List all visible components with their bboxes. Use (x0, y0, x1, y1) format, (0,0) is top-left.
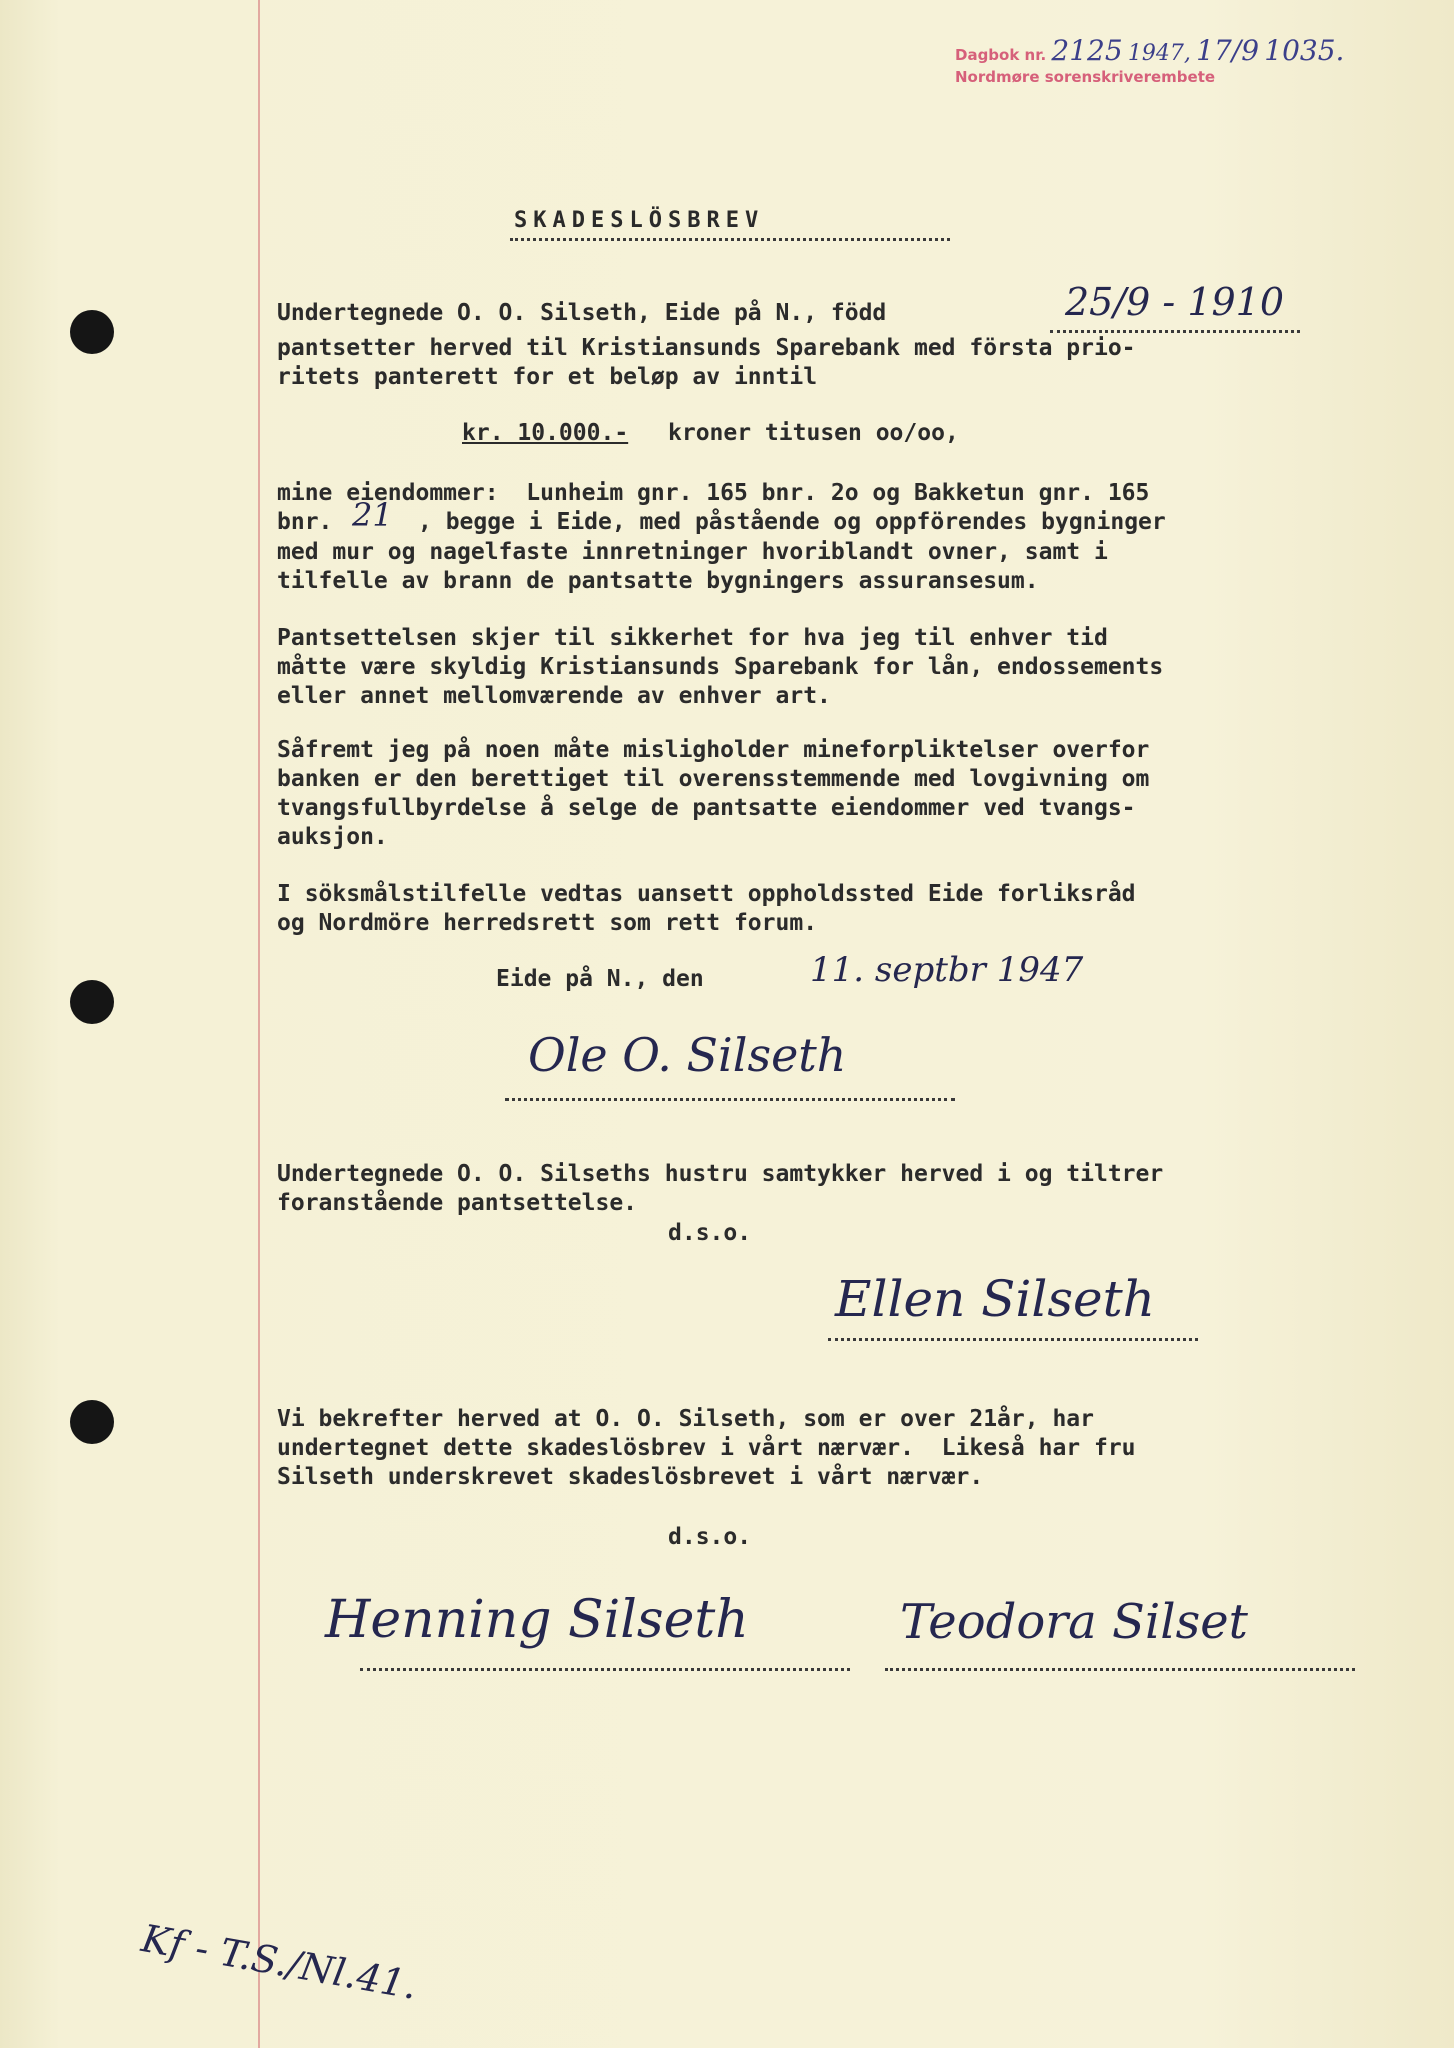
property-bnr-label: bnr. (277, 509, 333, 535)
stamp-office: Nordmøre sorenskriverembete (955, 68, 1216, 86)
dso-1: d.s.o. (668, 1220, 752, 1246)
wife-signature: Ellen Silseth (835, 1270, 1155, 1328)
witness-2-signature-line (885, 1668, 1355, 1671)
paragraph-venue: I söksmålstilfelle vedtas uansett oppholdssted Eide forliksråd og Nordmöre herredsrett som rett forum. (277, 881, 1136, 936)
punch-hole (70, 1400, 114, 1444)
punch-hole (70, 980, 114, 1024)
punch-hole (70, 310, 114, 354)
property-bnr-handwritten: 21 (352, 496, 393, 534)
property-line-2: , begge i Eide, med påstående og oppförendes bygninger (418, 509, 1166, 535)
birth-date-dotted-line (1050, 330, 1300, 333)
property-rest: med mur og nagelfaste innretninger hvoriblandt ovner, samt i tilfelle av brann de pantsatte bygningers assuransesum. (277, 539, 1108, 594)
intro-text: Undertegnede O. O. Silseth, Eide på N., född (277, 300, 887, 326)
title-underline (510, 238, 950, 241)
document-title: SKADESLÖSBREV (514, 208, 765, 233)
stamp-date: 17/9 (1196, 34, 1260, 67)
place-date-handwritten: 11. septbr 1947 (810, 950, 1084, 990)
amount-words: kroner titusen oo/oo, (668, 420, 959, 446)
margin-note-handwritten: Kf - T.S./Nl.41. (138, 1916, 421, 2008)
stamp-year: 1947, (1127, 41, 1191, 66)
witness-1-signature: Henning Silseth (325, 1590, 749, 1650)
witness-1-signature-line (360, 1668, 850, 1671)
amount-value: kr. 10.000.- (462, 420, 629, 446)
stamp-folio: 1035. (1264, 34, 1345, 67)
owner-signature: Ole O. Silseth (528, 1028, 847, 1082)
paragraph-default: Såfremt jeg på noen måte misligholder mineforpliktelser overfor banken er den berettiget til overensstemmende med lovgivning om tvangsfullbyrdelse å selge de pantsatte eiendommer ved tvangs- auksjon. (277, 737, 1150, 850)
intro-line (277, 300, 886, 326)
wife-signature-line (828, 1338, 1198, 1341)
place-date-prefix: Eide på N., den (496, 966, 704, 992)
birth-date-handwritten: 25/9 - 1910 (1065, 280, 1285, 324)
witness-2-signature: Teodora Silset (900, 1594, 1248, 1650)
stamp-number: 2125 (1051, 34, 1123, 67)
paragraph-security: Pantsettelsen skjer til sikkerhet for hva jeg til enhver tid måtte være skyldig Kristiansunds Sparebank for lån, endossements eller annet mellomværende av enhver art. (277, 625, 1164, 709)
consent-text: Undertegnede O. O. Silseths hustru samtykker herved i og tiltrer foranstående pantsettelse. (277, 1161, 1164, 1216)
property-line-1: mine eiendommer: Lunheim gnr. 165 bnr. 2o og Bakketun gnr. 165 (277, 480, 1150, 506)
dso-2: d.s.o. (668, 1524, 752, 1550)
registry-stamp (955, 34, 1345, 88)
margin-rule (258, 0, 260, 2048)
stamp-label: Dagbok nr. (955, 46, 1047, 64)
intro-rest: pantsetter herved til Kristiansunds Sparebank med första prio- ritets panterett for et beløp av inntil (277, 335, 1136, 390)
witness-text: Vi bekrefter herved at O. O. Silseth, som er over 21år, har undertegnet dette skadeslösbrev i vårt nærvær. Likeså har fru Silseth underskrevet skadeslösbrevet i vårt nærvær. (277, 1406, 1136, 1490)
owner-signature-line (505, 1098, 955, 1101)
